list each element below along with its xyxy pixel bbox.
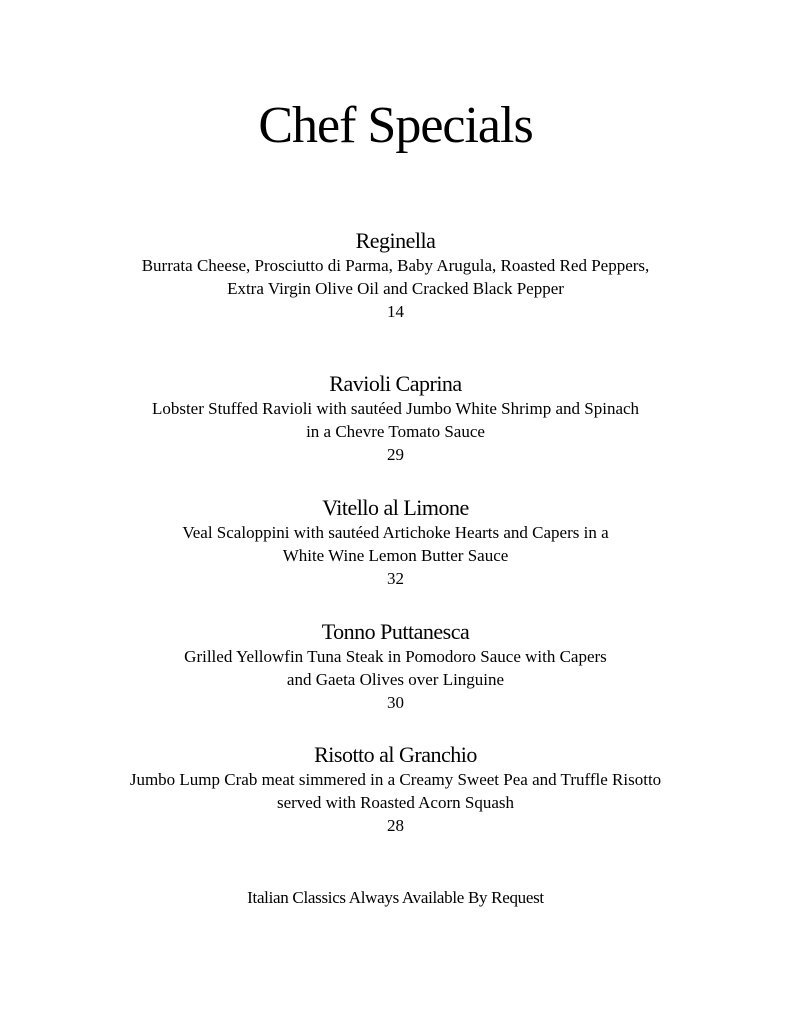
dish-description-line: in a Chevre Tomato Sauce — [306, 422, 485, 441]
dish-description-line: Jumbo Lump Crab meat simmered in a Creamy Sweet Pea and Truffle Risotto — [129, 770, 662, 789]
dish-name: Reginella — [355, 228, 436, 253]
dish-price: 29 — [387, 445, 404, 464]
dish-name: Tonno Puttanesca — [321, 619, 470, 644]
dish-description-line: White Wine Lemon Butter Sauce — [282, 546, 509, 565]
dish-price: 14 — [387, 302, 404, 321]
dish-price: 30 — [387, 693, 404, 712]
dish-reginella — [0, 228, 791, 323]
dish-description-line: Veal Scaloppini with sautéed Artichoke Hearts and Capers in a — [182, 523, 609, 542]
dish-ravioli-caprina — [0, 371, 791, 466]
dish-description-line: and Gaeta Olives over Linguine — [286, 670, 505, 689]
menu-title: Chef Specials — [258, 97, 533, 154]
dish-risotto-al-granchio — [0, 742, 791, 837]
dish-tonno-puttanesca — [0, 619, 791, 714]
dish-description-line: Burrata Cheese, Prosciutto di Parma, Baby Arugula, Roasted Red Peppers, — [141, 256, 650, 275]
dish-description-line: Grilled Yellowfin Tuna Steak in Pomodoro Sauce with Capers — [184, 647, 607, 666]
dish-name: Risotto al Granchio — [314, 742, 477, 767]
footer-note: Italian Classics Always Available By Request — [247, 888, 544, 907]
dish-vitello-al-limone — [0, 495, 791, 590]
dish-description-line: Extra Virgin Olive Oil and Cracked Black Pepper — [227, 279, 564, 298]
dish-description-line: Lobster Stuffed Ravioli with sautéed Jumbo White Shrimp and Spinach — [151, 399, 640, 418]
dish-price: 28 — [387, 816, 404, 835]
dish-name: Ravioli Caprina — [329, 371, 462, 396]
dish-description-line: served with Roasted Acorn Squash — [276, 793, 515, 812]
dish-name: Vitello al Limone — [322, 495, 469, 520]
dish-price: 32 — [387, 569, 404, 588]
